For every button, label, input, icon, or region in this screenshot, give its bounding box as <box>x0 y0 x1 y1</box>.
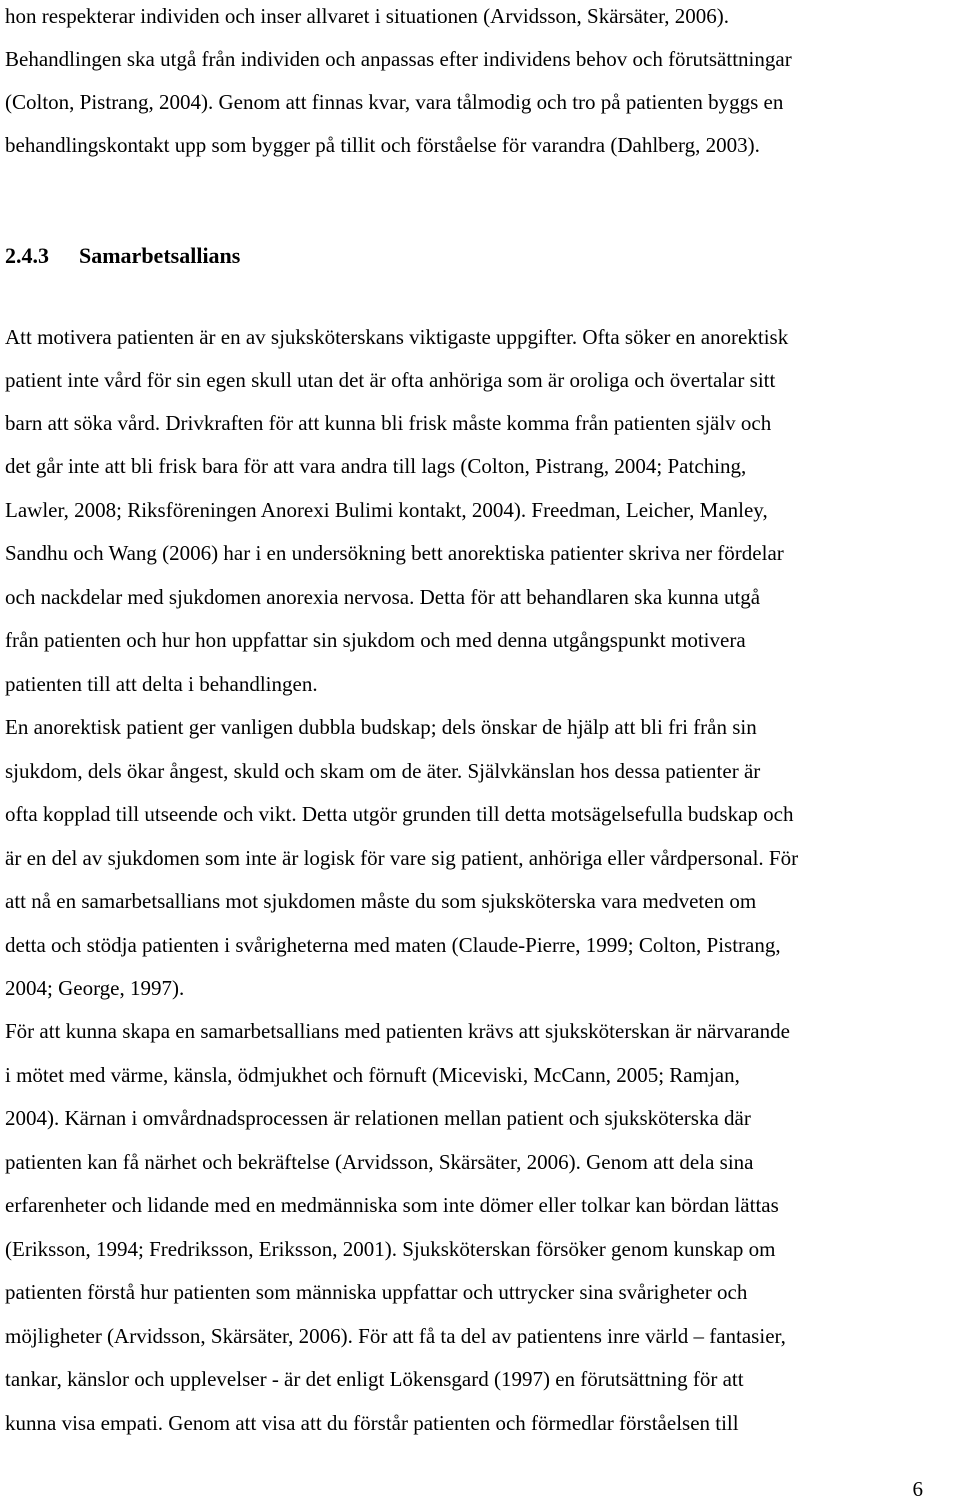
text-line: patient inte vård för sin egen skull utan det är ofta anhöriga som är oroliga och övertalar sitt <box>5 368 776 392</box>
text-line: barn att söka vård. Drivkraften för att kunna bli frisk måste komma från patienten själv och <box>5 411 772 435</box>
text-line: och nackdelar med sjukdomen anorexia nervosa. Detta för att behandlaren ska kunna utgå <box>5 585 761 609</box>
text-line: det går inte att bli frisk bara för att vara andra till lags (Colton, Pistrang, 2004; Patching, <box>5 454 747 478</box>
text-line: För att kunna skapa en samarbetsallians med patienten krävs att sjuksköterskan är närvarande <box>5 1019 790 1043</box>
text-line: 2004). Kärnan i omvårdnadsprocessen är relationen mellan patient och sjuksköterska där <box>5 1106 751 1130</box>
text-line: patienten kan få närhet och bekräftelse (Arvidsson, Skärsäter, 2006). Genom att dela sina <box>5 1150 754 1174</box>
section-title: Samarbetsallians <box>79 243 241 268</box>
text-line: Behandlingen ska utgå från individen och anpassas efter individens behov och förutsättningar <box>5 47 792 71</box>
text-line: 2004; George, 1997). <box>5 976 185 1000</box>
text-line: Lawler, 2008; Riksföreningen Anorexi Bulimi kontakt, 2004). Freedman, Leicher, Manley, <box>5 498 768 522</box>
text-line: behandlingskontakt upp som bygger på tillit och förståelse för varandra (Dahlberg, 2003). <box>5 133 760 157</box>
text-line: tankar, känslor och upplevelser - är det enligt Lökensgard (1997) en förutsättning för att <box>5 1367 744 1391</box>
text-line: möjligheter (Arvidsson, Skärsäter, 2006). För att få ta del av patientens inre värld – fantasier, <box>5 1324 786 1348</box>
text-line: sjukdom, dels ökar ångest, skuld och skam om de äter. Självkänslan hos dessa patienter är <box>5 759 761 783</box>
text-line: ofta kopplad till utseende och vikt. Detta utgör grunden till detta motsägelsefulla budskap och <box>5 802 794 826</box>
text-line: är en del av sjukdomen som inte är logisk för vare sig patient, anhöriga eller vårdpersonal. För <box>5 846 799 870</box>
section-number: 2.4.3 <box>5 243 49 268</box>
section-heading <box>5 243 240 269</box>
text-line: patienten förstå hur patienten som människa uppfattar och uttrycker sina svårigheter och <box>5 1280 748 1304</box>
text-line: från patienten och hur hon uppfattar sin sjukdom och med denna utgångspunkt motivera <box>5 628 746 652</box>
text-line: hon respekterar individen och inser allvaret i situationen (Arvidsson, Skärsäter, 2006). <box>5 4 730 28</box>
text-line: En anorektisk patient ger vanligen dubbla budskap; dels önskar de hjälp att bli fri från sin <box>5 715 757 739</box>
text-line: patienten till att delta i behandlingen. <box>5 672 318 696</box>
text-line: (Eriksson, 1994; Fredriksson, Eriksson, 2001). Sjuksköterskan försöker genom kunskap om <box>5 1237 776 1261</box>
text-line: (Colton, Pistrang, 2004). Genom att finnas kvar, vara tålmodig och tro på patienten byggs en <box>5 90 784 114</box>
text-line: Att motivera patienten är en av sjuksköterskans viktigaste uppgifter. Ofta söker en anorektisk <box>5 325 789 349</box>
text-line: kunna visa empati. Genom att visa att du förstår patienten och förmedlar förståelsen till <box>5 1411 739 1435</box>
text-line: erfarenheter och lidande med en medmänniska som inte dömer eller tolkar kan bördan lättas <box>5 1193 779 1217</box>
text-line: Sandhu och Wang (2006) har i en undersökning bett anorektiska patienter skriva ner fördelar <box>5 541 784 565</box>
text-line: detta och stödja patienten i svårigheterna med maten (Claude-Pierre, 1999; Colton, Pistrang, <box>5 933 781 957</box>
text-line: i mötet med värme, känsla, ödmjukhet och förnuft (Miceviski, McCann, 2005; Ramjan, <box>5 1063 740 1087</box>
page-number: 6 <box>912 1477 923 1501</box>
text-line: att nå en samarbetsallians mot sjukdomen måste du som sjuksköterska vara medveten om <box>5 889 757 913</box>
